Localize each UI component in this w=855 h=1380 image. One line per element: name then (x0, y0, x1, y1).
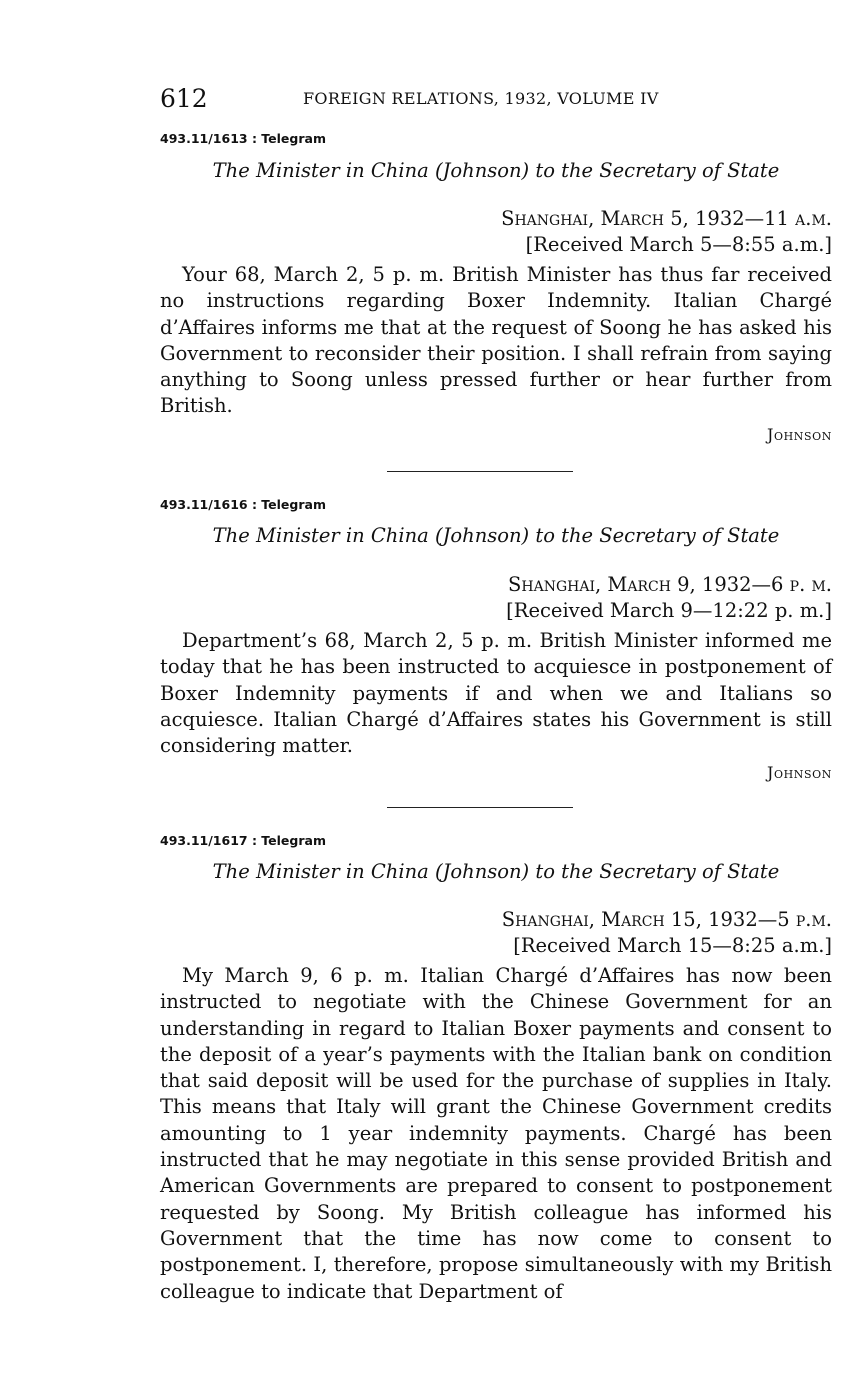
received-note: [Received March 5—8:55 a.m.] (525, 233, 832, 256)
telegram-body: My March 9, 6 p. m. Italian Chargé d’Affaires has now been instructed to negotiate with the Chinese Government for an understanding in regard to Italian Boxer payments and consent to the deposit of a year’s payments with the Italian bank on condition that said deposit will be used for the purchase of supplies in Italy. This means that Italy will grant the Chinese Government credits amounting to 1 year indemnity payments. Chargé has been instructed that he may negotiate in this sense provided British and American Governments are prepared to consent to postponement requested by Soong. My British colleague has informed his Government that the time has now come to consent to postponement. I, therefore, propose simultaneously with my British colleague to indicate that Department of (160, 964, 832, 1303)
telegram-body: Your 68, March 2, 5 p. m. British Minister has thus far received no instructions regarding Boxer Indemnity. Italian Chargé d’Affaires informs me that at the request of Soong he has asked his Government to reconsider their position. I shall refrain from saying anything to Soong unless pressed further or hear further from British. (160, 263, 832, 418)
document-title: The Minister in China (Johnson) to the Secretary of State (212, 524, 780, 547)
file-reference: 493.11/1616 : Telegram (160, 497, 326, 512)
received-note: [Received March 9—12:22 p. m.] (506, 599, 832, 622)
signature: Johnson (766, 425, 832, 444)
telegram-body: Department’s 68, March 2, 5 p. m. British Minister informed me today that he has been instructed to acquiesce in postponement of Boxer Indemnity payments if and when we and Italians so acquiesce. Italian Chargé d’Affaires states his Government is still considering matter. (160, 629, 832, 758)
document-title: The Minister in China (Johnson) to the Secretary of State (212, 860, 780, 883)
section-divider (387, 471, 573, 472)
section-divider (387, 807, 573, 808)
running-head: FOREIGN RELATIONS, 1932, VOLUME IV (303, 89, 659, 108)
signature: Johnson (766, 763, 832, 782)
file-reference: 493.11/1613 : Telegram (160, 131, 326, 146)
file-reference: 493.11/1617 : Telegram (160, 833, 326, 848)
dateline: Shanghai, March 15, 1932—5 p.m. (501, 908, 832, 931)
received-note: [Received March 15—8:25 a.m.] (513, 934, 832, 957)
page-number: 612 (160, 84, 208, 113)
page-header (160, 82, 832, 116)
dateline: Shanghai, March 5, 1932—11 a.m. (501, 207, 832, 230)
document-title: The Minister in China (Johnson) to the Secretary of State (212, 159, 780, 182)
dateline: Shanghai, March 9, 1932—6 p. m. (508, 573, 832, 596)
